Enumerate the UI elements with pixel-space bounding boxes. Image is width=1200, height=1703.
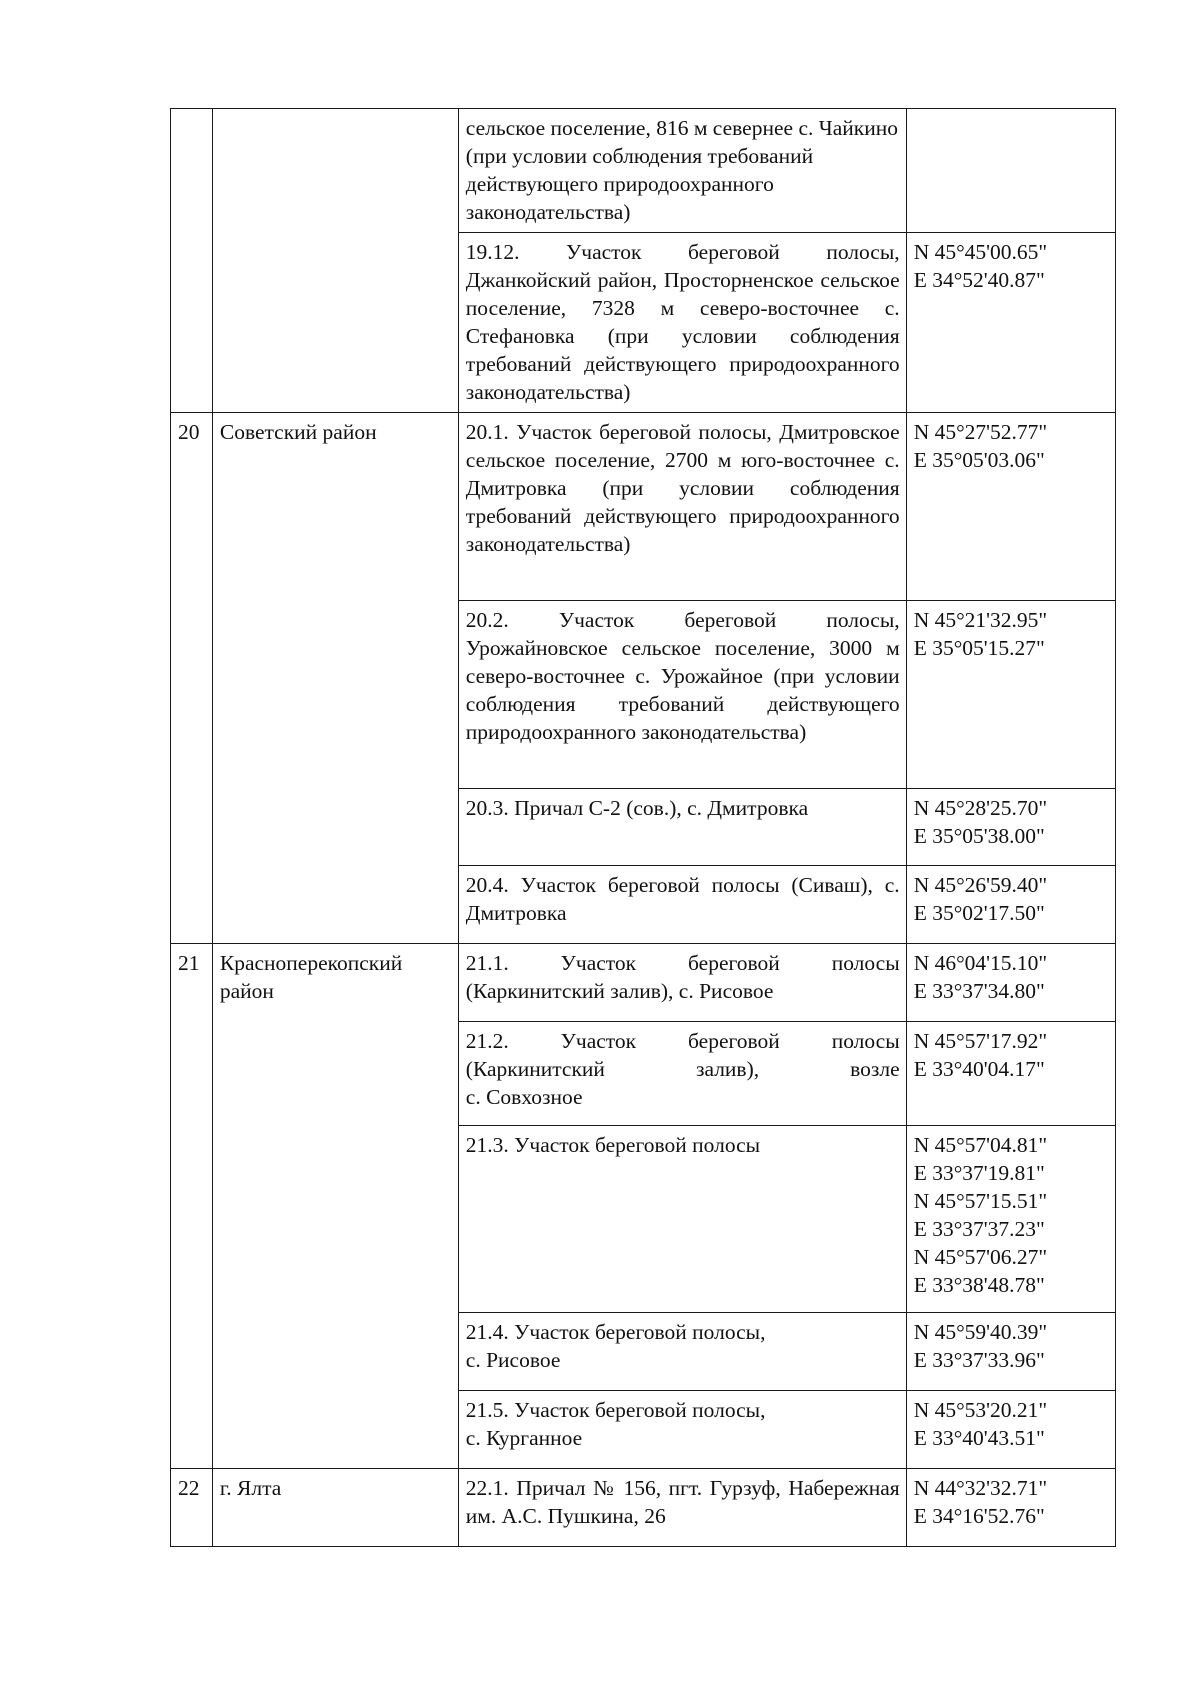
location-description: 20.2. Участок береговой полосы, Урожайновское сельское поселение, 3000 м северо-восточнее с. Урожайное (при условии соблюдения требований действующего природоохранного законодательства) (458, 601, 906, 789)
coordinate-value: E 35°02'17.50" (913, 901, 1045, 925)
location-description: 20.1. Участок береговой полосы, Дмитровское сельское поселение, 2700 м юго-восточнее с. Дмитровка (при условии соблюдения требований действующего природоохранного законодательства) (458, 413, 906, 601)
location-description (458, 1022, 906, 1126)
coordinate-value: E 33°37'34.80" (913, 979, 1045, 1003)
coordinates-cell (906, 1469, 1115, 1547)
coordinate-value: N 45°57'15.51" (913, 1189, 1048, 1213)
row-number-cell (171, 109, 213, 413)
description-line: с. Рисовое (465, 1348, 561, 1372)
location-description: 21.3. Участок береговой полосы (458, 1126, 906, 1313)
table-row (171, 109, 1116, 233)
coordinate-value: N 45°57'04.81" (913, 1133, 1048, 1157)
district-cell (212, 1469, 458, 1547)
coordinates-cell (906, 1313, 1115, 1391)
location-description: сельское поселение, 816 м севернее с. Чайкино (при условии соблюдения требований действующего природоохранного законодательства) (458, 109, 906, 233)
table-row (171, 413, 1116, 601)
description-line: 21.5. Участок береговой полосы, (465, 1398, 766, 1422)
row-number: 21 (178, 951, 200, 975)
coordinates-cell (906, 109, 1115, 233)
coordinate-value: E 35°05'03.06" (913, 448, 1045, 472)
coordinate-value: N 45°26'59.40" (913, 873, 1048, 897)
district-cell (212, 413, 458, 944)
coordinate-value: E 34°52'40.87" (913, 268, 1045, 292)
coordinate-value: E 33°37'19.81" (913, 1161, 1045, 1185)
coordinate-value: E 33°37'33.96" (913, 1348, 1045, 1372)
coordinate-value: N 45°53'20.21" (913, 1398, 1048, 1422)
district-cell (212, 944, 458, 1469)
coordinate-value: N 46°04'15.10" (913, 951, 1048, 975)
coordinates-cell (906, 601, 1115, 789)
district-name: Советский район (219, 420, 377, 444)
coordinate-value: E 33°40'04.17" (913, 1057, 1045, 1081)
row-number: 22 (178, 1476, 200, 1500)
coordinates-cell (906, 1391, 1115, 1469)
coordinate-value: N 45°57'17.92" (913, 1029, 1048, 1053)
coordinate-value: N 45°27'52.77" (913, 420, 1048, 444)
description-line: с. Совхозное (465, 1085, 583, 1109)
coordinate-value: N 45°57'06.27" (913, 1245, 1048, 1269)
row-number-cell (171, 413, 213, 944)
location-description (458, 1391, 906, 1469)
coordinate-value: E 33°40'43.51" (913, 1426, 1045, 1450)
coordinates-cell (906, 944, 1115, 1022)
coordinates-cell (906, 233, 1115, 413)
location-description: 19.12. Участок береговой полосы, Джанкойский район, Просторненское сельское поселение, 7328 м северо-восточнее с. Стефановка (при условии соблюдения требований действующего природоохранного законодательства) (458, 233, 906, 413)
coordinates-cell (906, 1126, 1115, 1313)
row-number: 20 (178, 420, 200, 444)
location-description: 20.4. Участок береговой полосы (Сиваш), с. Дмитровка (458, 866, 906, 944)
description-line: 21.4. Участок береговой полосы, (465, 1320, 766, 1344)
coordinate-value: E 33°38'48.78" (913, 1273, 1045, 1297)
coordinate-value: E 35°05'15.27" (913, 636, 1045, 660)
coordinate-value: N 45°21'32.95" (913, 608, 1048, 632)
coordinate-value: E 33°37'37.23" (913, 1217, 1045, 1241)
district-name: г. Ялта (219, 1476, 282, 1500)
district-cell (212, 109, 458, 413)
coordinates-cell (906, 866, 1115, 944)
district-name: Красноперекопский район (219, 951, 403, 1003)
locations-table (170, 108, 1116, 1547)
location-description: 21.1. Участок береговой полосы (Каркинитский залив), с. Рисовое (458, 944, 906, 1022)
coordinates-cell (906, 1022, 1115, 1126)
description-line: 21.2. Участок береговой полосы (Каркинитский залив), возле (465, 1029, 900, 1081)
coordinates-cell (906, 789, 1115, 866)
table-row (171, 1469, 1116, 1547)
row-number-cell (171, 944, 213, 1469)
coordinate-value: E 34°16'52.76" (913, 1504, 1045, 1528)
coordinate-value: N 45°28'25.70" (913, 796, 1048, 820)
location-description: 20.3. Причал С-2 (сов.), с. Дмитровка (458, 789, 906, 866)
coordinates-cell (906, 413, 1115, 601)
location-description: 22.1. Причал № 156, пгт. Гурзуф, Набережная им. А.С. Пушкина, 26 (458, 1469, 906, 1547)
location-description (458, 1313, 906, 1391)
table-row (171, 944, 1116, 1022)
coordinate-value: N 45°45'00.65" (913, 240, 1048, 264)
coordinate-value: N 45°59'40.39" (913, 1320, 1048, 1344)
coordinate-value: E 35°05'38.00" (913, 824, 1045, 848)
description-line: с. Курганное (465, 1426, 583, 1450)
row-number-cell (171, 1469, 213, 1547)
coordinate-value: N 44°32'32.71" (913, 1476, 1048, 1500)
